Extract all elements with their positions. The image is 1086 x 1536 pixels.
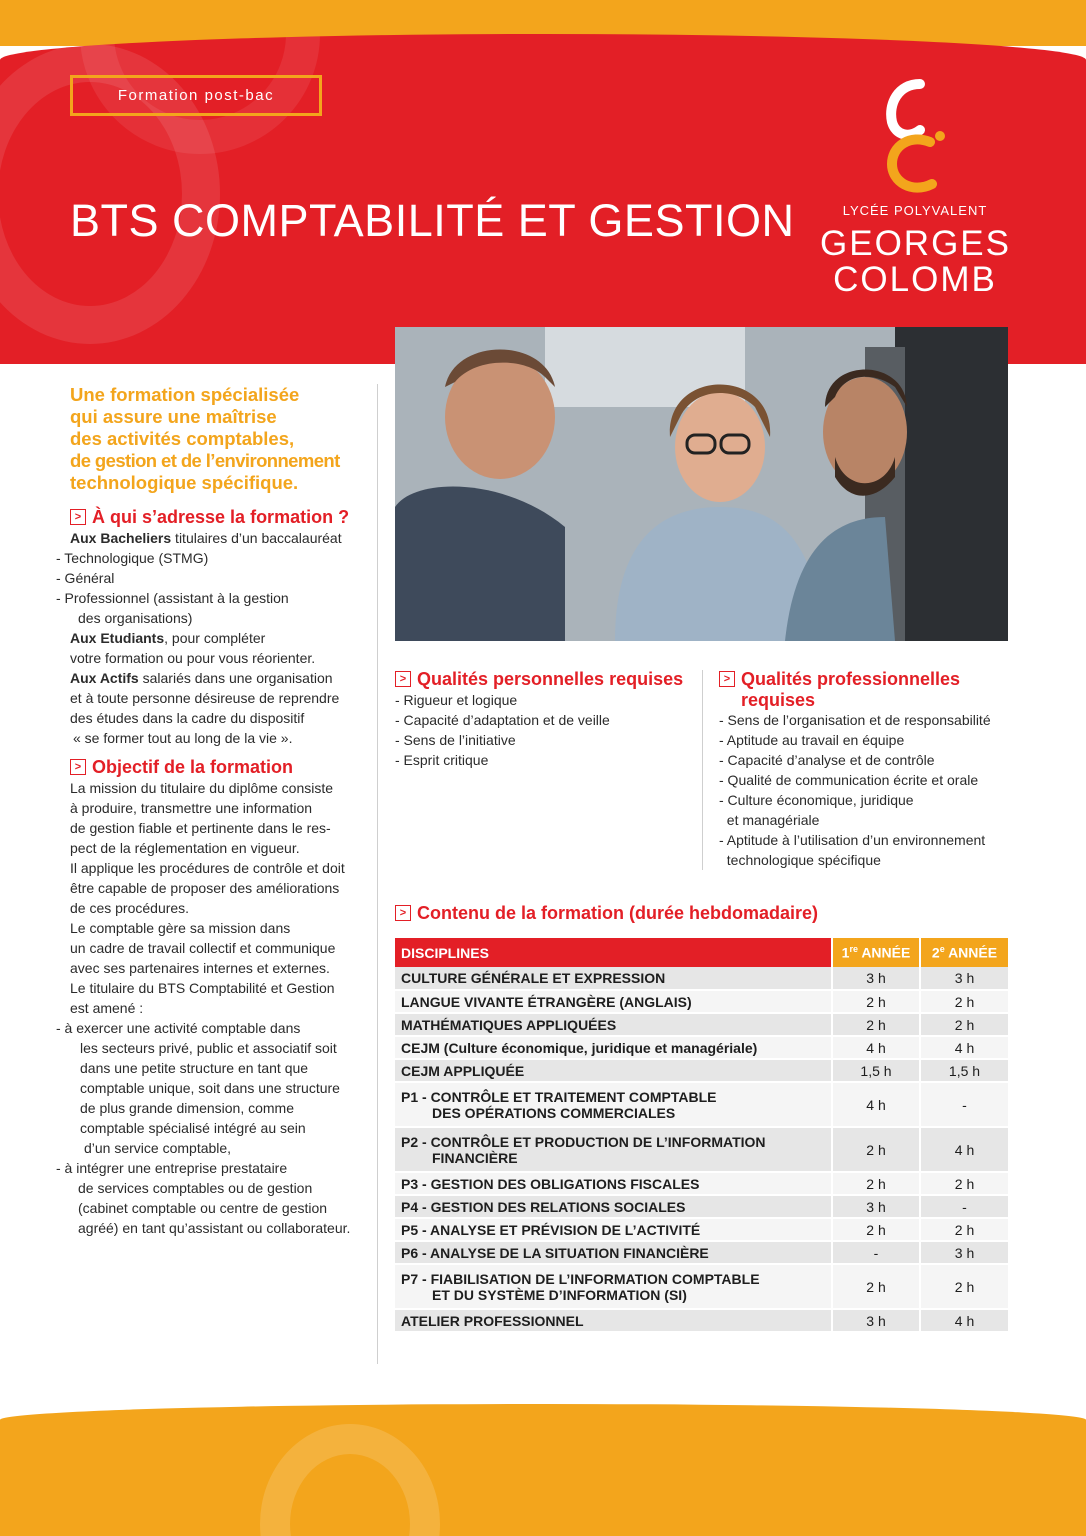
list-item: - Professionnel (assistant à la gestion [56, 590, 289, 606]
discipline-name: P5 - ANALYSE ET PRÉVISION DE L’ACTIVITÉ [401, 1221, 701, 1238]
col-year2 [920, 938, 1008, 967]
list-item: de services comptables ou de gestion [78, 1180, 313, 1196]
list-item: dans une petite structure en tant que [80, 1060, 309, 1076]
list-item: les secteurs privé, public et associatif soit [80, 1040, 337, 1056]
text-line: un cadre de travail collectif et communique [70, 940, 336, 956]
discipline-cell [395, 1218, 832, 1241]
professional-qualities [719, 668, 1019, 870]
list-item: - Capacité d’adaptation et de veille [395, 712, 610, 728]
table-header-row [395, 938, 1008, 967]
personal-qualities-list [395, 690, 695, 770]
photo-illustration [395, 327, 1008, 641]
list-item: d’un service comptable, [84, 1140, 232, 1156]
table-row [395, 967, 1008, 990]
arrow-icon: > [395, 671, 411, 687]
hero-photo [395, 327, 1008, 641]
col-year1 [832, 938, 920, 967]
discipline-cell [395, 1309, 832, 1332]
discipline-cell [395, 1059, 832, 1082]
list-item: - Général [56, 570, 115, 586]
table-row [395, 1013, 1008, 1036]
hours-year1: 1,5 h [832, 1059, 920, 1082]
text-line: Le comptable gère sa mission dans [70, 920, 291, 936]
discipline-cell [395, 1127, 832, 1172]
formation-tag-label: Formation post-bac [117, 87, 275, 104]
text-line: être capable de proposer des améliorations [70, 880, 340, 896]
discipline-cell [395, 990, 832, 1013]
year-num: 1 [841, 944, 850, 961]
hours-year2: 4 h [920, 1309, 1008, 1332]
table-row [395, 990, 1008, 1013]
hours-year1: 4 h [832, 1082, 920, 1127]
hours-year2: - [920, 1082, 1008, 1127]
year-sup: re [849, 944, 858, 955]
year-text: ANNÉE [944, 944, 998, 961]
discipline-name: LANGUE VIVANTE ÉTRANGÈRE (ANGLAIS) [401, 993, 692, 1010]
discipline-cell [395, 1082, 832, 1127]
hours-year1: 2 h [832, 1218, 920, 1241]
column-divider [702, 670, 703, 870]
hours-year1: 2 h [832, 990, 920, 1013]
text-line: de gestion fiable et pertinente dans le res- [70, 820, 331, 836]
logo-name-line2: COLOMB [833, 260, 997, 299]
gc-logo-icon [880, 76, 950, 196]
section-heading-professional [719, 668, 1019, 690]
bold-label: Aux Etudiants [70, 630, 165, 646]
intro-line: Une formation spécialisée [70, 384, 300, 405]
arrow-icon: > [719, 671, 735, 687]
col-disciplines: DISCIPLINES [395, 938, 832, 967]
list-item: - à intégrer une entreprise prestataire [56, 1160, 288, 1176]
hours-year2: 2 h [920, 1172, 1008, 1195]
column-divider [377, 384, 378, 1364]
objective-text [56, 778, 365, 1238]
text-line: est amené : [70, 1000, 144, 1016]
table-row [395, 1127, 1008, 1172]
intro-line: qui assure une maîtrise [70, 406, 277, 427]
formation-tag [70, 75, 322, 116]
discipline-cell [395, 1241, 832, 1264]
table-row [395, 1195, 1008, 1218]
section-title: Qualités personnelles requises [417, 669, 684, 689]
year-num: 2 [931, 944, 940, 961]
table-row [395, 1172, 1008, 1195]
list-item: - Rigueur et logique [395, 692, 518, 708]
section-heading-content [395, 902, 1015, 924]
hours-year2: 2 h [920, 1264, 1008, 1309]
hours-year1: - [832, 1241, 920, 1264]
text: titulaires d’un baccalauréat [171, 530, 342, 546]
list-item: (cabinet comptable ou centre de gestion [78, 1200, 328, 1216]
discipline-cell [395, 1036, 832, 1059]
discipline-name: P6 - ANALYSE DE LA SITUATION FINANCIÈRE [401, 1244, 709, 1261]
school-logo [820, 76, 1010, 306]
hours-year1: 3 h [832, 1309, 920, 1332]
text-line: avec ses partenaires internes et externes. [70, 960, 330, 976]
page-title: BTS COMPTABILITÉ ET GESTION [70, 195, 795, 246]
list-item: - Sens de l’initiative [395, 732, 516, 748]
list-item: technologique spécifique [719, 852, 881, 868]
section-heading-audience [70, 506, 365, 528]
list-item: - Technologique (STMG) [56, 550, 209, 566]
left-column [56, 384, 365, 1238]
footer-band [0, 1404, 1086, 1536]
discipline-name: P4 - GESTION DES RELATIONS SOCIALES [401, 1198, 686, 1215]
hours-year1: 2 h [832, 1264, 920, 1309]
text-line: de ces procédures. [70, 900, 190, 916]
list-item: - Aptitude au travail en équipe [719, 732, 905, 748]
discipline-name: P2 - CONTRÔLE ET PRODUCTION DE L’INFORMATION [401, 1133, 766, 1150]
hours-year1: 2 h [832, 1172, 920, 1195]
section-title-line2: requises [741, 690, 816, 710]
intro-line: de gestion et de l’environnement [70, 450, 340, 471]
list-item: - Culture économique, juridique [719, 792, 914, 808]
personal-qualities [395, 668, 695, 770]
hours-year2: 4 h [920, 1036, 1008, 1059]
table-body [395, 967, 1008, 1332]
arrow-icon: > [70, 509, 86, 525]
hours-year1: 4 h [832, 1036, 920, 1059]
year-text: ANNÉE [857, 944, 911, 961]
text: salariés dans une organisation [138, 670, 333, 686]
list-item: comptable spécialisé intégré au sein [80, 1120, 306, 1136]
section-title: À qui s’adresse la formation ? [92, 507, 350, 527]
table-row [395, 1309, 1008, 1332]
logo-name-line1: GEORGES [820, 224, 1011, 263]
professional-qualities-list [719, 710, 1019, 870]
list-item: - Sens de l’organisation et de responsabilité [719, 712, 991, 728]
text-line: et à toute personne désireuse de reprendre [70, 690, 340, 706]
section-heading-objective [70, 756, 365, 778]
year-sup: e [939, 944, 945, 955]
discipline-name: CEJM (Culture économique, juridique et managériale) [401, 1039, 758, 1056]
list-item: - Esprit critique [395, 752, 489, 768]
list-item: - Capacité d’analyse et de contrôle [719, 752, 935, 768]
text-line: votre formation ou pour vous réorienter. [70, 650, 316, 666]
list-item: - Qualité de communication écrite et orale [719, 772, 979, 788]
list-item: - Aptitude à l’utilisation d’un environnement [719, 832, 986, 848]
decorative-swirl [260, 1424, 440, 1536]
hours-year1: 3 h [832, 1195, 920, 1218]
discipline-name: MATHÉMATIQUES APPLIQUÉES [401, 1016, 617, 1033]
hours-year2: - [920, 1195, 1008, 1218]
discipline-name-line2: ET DU SYSTÈME D’INFORMATION (SI) [432, 1286, 687, 1303]
list-item: de plus grande dimension, comme [80, 1100, 295, 1116]
arrow-icon: > [395, 905, 411, 921]
text-line: des études dans la cadre du dispositif [70, 710, 305, 726]
section-title: Contenu de la formation (durée hebdomadaire) [417, 903, 819, 923]
discipline-cell [395, 1013, 832, 1036]
logo-subtitle: LYCÉE POLYVALENT [842, 203, 988, 218]
text-line: « se former tout au long de la vie ». [73, 730, 293, 746]
audience-text [56, 528, 365, 748]
discipline-cell [395, 1172, 832, 1195]
list-item: des organisations) [78, 610, 193, 626]
text-line: Il applique les procédures de contrôle et doit [70, 860, 345, 876]
discipline-name-line2: DES OPÉRATIONS COMMERCIALES [432, 1104, 676, 1121]
list-item: - à exercer une activité comptable dans [56, 1020, 301, 1036]
discipline-name: ATELIER PROFESSIONNEL [401, 1312, 584, 1329]
section-heading-personal [395, 668, 695, 690]
table-row [395, 1036, 1008, 1059]
discipline-name-line2: FINANCIÈRE [432, 1149, 518, 1166]
list-item: et managériale [719, 812, 820, 828]
discipline-name: P1 - CONTRÔLE ET TRAITEMENT COMPTABLE [401, 1088, 717, 1105]
table-row [395, 1059, 1008, 1082]
hours-year2: 2 h [920, 1218, 1008, 1241]
table-row [395, 1082, 1008, 1127]
text-line: pect de la réglementation en vigueur. [70, 840, 300, 856]
discipline-cell [395, 967, 832, 990]
hours-year2: 2 h [920, 1013, 1008, 1036]
section-title: Objectif de la formation [92, 757, 294, 777]
table-row [395, 1264, 1008, 1309]
hours-year2: 3 h [920, 967, 1008, 990]
hours-year2: 1,5 h [920, 1059, 1008, 1082]
intro-text [70, 384, 365, 494]
list-item: comptable unique, soit dans une structure [80, 1080, 340, 1096]
discipline-cell [395, 1264, 832, 1309]
hours-year1: 2 h [832, 1127, 920, 1172]
discipline-name: P3 - GESTION DES OBLIGATIONS FISCALES [401, 1175, 700, 1192]
table-row [395, 1241, 1008, 1264]
text-line: La mission du titulaire du diplôme consiste [70, 780, 334, 796]
hours-year2: 2 h [920, 990, 1008, 1013]
hours-year1: 3 h [832, 967, 920, 990]
hours-year2: 4 h [920, 1127, 1008, 1172]
text: , pour compléter [164, 630, 266, 646]
section-title: Qualités professionnelles [741, 669, 961, 689]
discipline-name: P7 - FIABILISATION DE L’INFORMATION COMPTABLE [401, 1270, 760, 1287]
discipline-name: CEJM APPLIQUÉE [401, 1062, 525, 1079]
course-table [395, 938, 1008, 1333]
hours-year2: 3 h [920, 1241, 1008, 1264]
arrow-icon: > [70, 759, 86, 775]
text-line: à produire, transmettre une information [70, 800, 313, 816]
bold-label: Aux Actifs [70, 670, 139, 686]
list-item: agréé) en tant qu’assistant ou collaborateur. [78, 1220, 351, 1236]
table-row [395, 1218, 1008, 1241]
intro-line: technologique spécifique. [70, 472, 299, 493]
intro-line: des activités comptables, [70, 428, 295, 449]
discipline-cell [395, 1195, 832, 1218]
hours-year1: 2 h [832, 1013, 920, 1036]
discipline-name: CULTURE GÉNÉRALE ET EXPRESSION [401, 970, 666, 986]
bold-label: Aux Bacheliers [70, 530, 172, 546]
text-line: Le titulaire du BTS Comptabilité et Gestion [70, 980, 335, 996]
